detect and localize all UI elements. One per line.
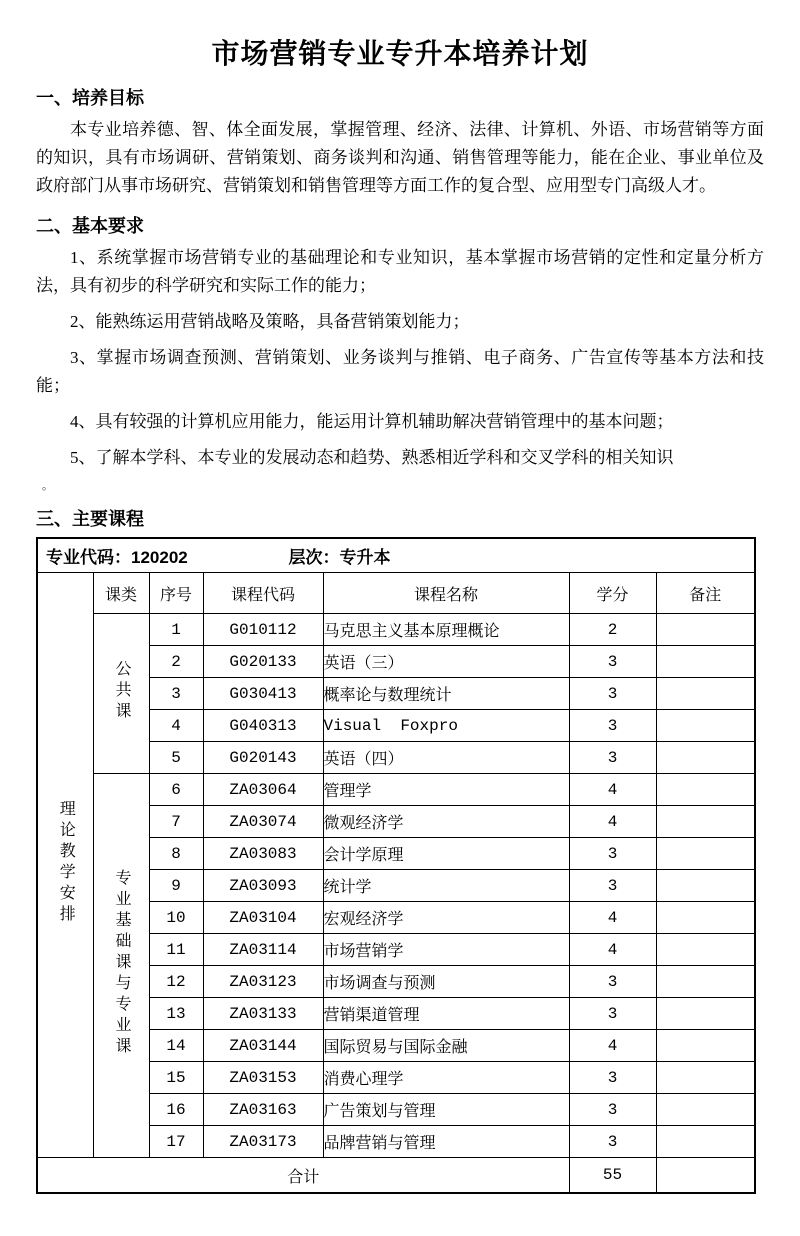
remark-cell — [656, 710, 755, 742]
name-cell: 统计学 — [323, 870, 569, 902]
seq-cell: 16 — [149, 1094, 203, 1126]
code-cell: G030413 — [203, 678, 323, 710]
name-cell: Visual Foxpro — [323, 710, 569, 742]
name-cell: 市场调查与预测 — [323, 966, 569, 998]
seq-cell: 5 — [149, 742, 203, 774]
table-total-row — [37, 1158, 755, 1194]
seq-cell: 17 — [149, 1126, 203, 1158]
credits-cell: 3 — [569, 1094, 656, 1126]
section3-heading: 三、主要课程 — [36, 509, 144, 529]
name-cell: 营销渠道管理 — [323, 998, 569, 1030]
page-title: 市场营销专业专升本培养计划 — [211, 38, 589, 69]
seq-cell: 2 — [149, 646, 203, 678]
code-cell: ZA03163 — [203, 1094, 323, 1126]
header-seq: 序号 — [149, 573, 203, 614]
header-course-name: 课程名称 — [323, 573, 569, 614]
name-cell: 消费心理学 — [323, 1062, 569, 1094]
table-row — [37, 614, 755, 646]
remark-cell — [656, 774, 755, 806]
credits-cell: 3 — [569, 998, 656, 1030]
seq-cell: 3 — [149, 678, 203, 710]
code-cell: ZA03173 — [203, 1126, 323, 1158]
requirement-item: 2、能熟练运用营销战略及策略，具备营销策划能力； — [70, 312, 470, 331]
code-cell: ZA03083 — [203, 838, 323, 870]
seq-cell: 6 — [149, 774, 203, 806]
remark-cell — [656, 678, 755, 710]
group-label-public-courses: 公共课 — [93, 614, 149, 774]
seq-cell: 8 — [149, 838, 203, 870]
header-remark: 备注 — [656, 573, 755, 614]
credits-cell: 3 — [569, 710, 656, 742]
table-header-row — [37, 573, 755, 614]
name-cell: 概率论与数理统计 — [323, 678, 569, 710]
total-remark-cell — [656, 1158, 755, 1194]
remark-cell — [656, 1062, 755, 1094]
name-cell: 英语（四） — [323, 742, 569, 774]
remark-cell — [656, 998, 755, 1030]
credits-cell: 2 — [569, 614, 656, 646]
code-cell: G020143 — [203, 742, 323, 774]
section1-body: 本专业培养德、智、体全面发展，掌握管理、经济、法律、计算机、外语、市场营销等方面的知识，具有市场调研、营销策划、商务谈判和沟通、销售管理等能力，能在企业、事业单位及政府部门从事市场研究、营销策划和销售管理等方面工作的复合型、应用型专门高级人才。 — [36, 120, 764, 195]
code-cell: ZA03064 — [203, 774, 323, 806]
remark-cell — [656, 646, 755, 678]
credits-cell: 4 — [569, 902, 656, 934]
table-meta-row — [37, 538, 755, 573]
credits-cell: 3 — [569, 966, 656, 998]
header-class-type: 课类 — [93, 573, 149, 614]
code-cell: ZA03144 — [203, 1030, 323, 1062]
credits-cell: 4 — [569, 806, 656, 838]
code-cell: G020133 — [203, 646, 323, 678]
code-cell: ZA03093 — [203, 870, 323, 902]
credits-cell: 3 — [569, 646, 656, 678]
name-cell: 会计学原理 — [323, 838, 569, 870]
seq-cell: 14 — [149, 1030, 203, 1062]
remark-cell — [656, 1126, 755, 1158]
requirement-item: 4、具有较强的计算机应用能力，能运用计算机辅助解决营销管理中的基本问题； — [70, 412, 674, 431]
code-cell: ZA03114 — [203, 934, 323, 966]
code-cell: ZA03123 — [203, 966, 323, 998]
remark-cell — [656, 838, 755, 870]
credits-cell: 3 — [569, 1062, 656, 1094]
level-label: 层次：专升本 — [288, 548, 391, 567]
code-cell: ZA03104 — [203, 902, 323, 934]
name-cell: 市场营销学 — [323, 934, 569, 966]
name-cell: 微观经济学 — [323, 806, 569, 838]
seq-cell: 10 — [149, 902, 203, 934]
total-label-cell: 合计 — [37, 1158, 569, 1194]
requirement-item: 5、了解本学科、本专业的发展动态和趋势、熟悉相近学科和交叉学科的相关知识 — [70, 448, 674, 467]
remark-cell — [656, 870, 755, 902]
seq-cell: 4 — [149, 710, 203, 742]
theory-teaching-label: 理论教学安排 — [57, 799, 75, 926]
seq-cell: 12 — [149, 966, 203, 998]
major-code-label: 专业代码：120202 — [46, 548, 188, 567]
credits-cell: 4 — [569, 774, 656, 806]
credits-cell: 4 — [569, 1030, 656, 1062]
stray-period-mark: 。 — [42, 480, 53, 492]
code-cell: G010112 — [203, 614, 323, 646]
section1-heading: 一、培养目标 — [36, 88, 144, 108]
credits-cell: 3 — [569, 1126, 656, 1158]
remark-cell — [656, 1030, 755, 1062]
remark-cell — [656, 934, 755, 966]
code-cell: G040313 — [203, 710, 323, 742]
document-page — [0, 36, 800, 1236]
group-label-major-courses: 专业基础课与专业课 — [93, 774, 149, 1158]
requirement-item: 3、掌握市场调查预测、营销策划、业务谈判与推销、电子商务、广告宣传等基本方法和技能； — [36, 348, 764, 395]
name-cell: 国际贸易与国际金融 — [323, 1030, 569, 1062]
name-cell: 广告策划与管理 — [323, 1094, 569, 1126]
code-cell: ZA03133 — [203, 998, 323, 1030]
code-cell: ZA03153 — [203, 1062, 323, 1094]
name-cell: 宏观经济学 — [323, 902, 569, 934]
seq-cell: 1 — [149, 614, 203, 646]
table-row — [37, 774, 755, 806]
credits-cell: 3 — [569, 742, 656, 774]
remark-cell — [656, 1094, 755, 1126]
remark-cell — [656, 614, 755, 646]
course-table — [36, 537, 756, 1194]
credits-cell: 3 — [569, 870, 656, 902]
table-meta-cell — [37, 538, 755, 573]
remark-cell — [656, 902, 755, 934]
seq-cell: 11 — [149, 934, 203, 966]
name-cell: 马克思主义基本原理概论 — [323, 614, 569, 646]
name-cell: 英语（三） — [323, 646, 569, 678]
remark-cell — [656, 742, 755, 774]
section2-heading: 二、基本要求 — [36, 216, 144, 236]
seq-cell: 15 — [149, 1062, 203, 1094]
code-cell: ZA03074 — [203, 806, 323, 838]
credits-cell: 3 — [569, 838, 656, 870]
header-credits: 学分 — [569, 573, 656, 614]
left-vertical-label-cell — [37, 573, 93, 1158]
name-cell: 管理学 — [323, 774, 569, 806]
total-credits-cell: 55 — [569, 1158, 656, 1194]
credits-cell: 3 — [569, 678, 656, 710]
name-cell: 品牌营销与管理 — [323, 1126, 569, 1158]
requirement-item: 1、系统掌握市场营销专业的基础理论和专业知识，基本掌握市场营销的定性和定量分析方法，具有初步的科学研究和实际工作的能力； — [36, 248, 764, 295]
seq-cell: 7 — [149, 806, 203, 838]
credits-cell: 4 — [569, 934, 656, 966]
remark-cell — [656, 966, 755, 998]
seq-cell: 9 — [149, 870, 203, 902]
header-course-code: 课程代码 — [203, 573, 323, 614]
seq-cell: 13 — [149, 998, 203, 1030]
remark-cell — [656, 806, 755, 838]
